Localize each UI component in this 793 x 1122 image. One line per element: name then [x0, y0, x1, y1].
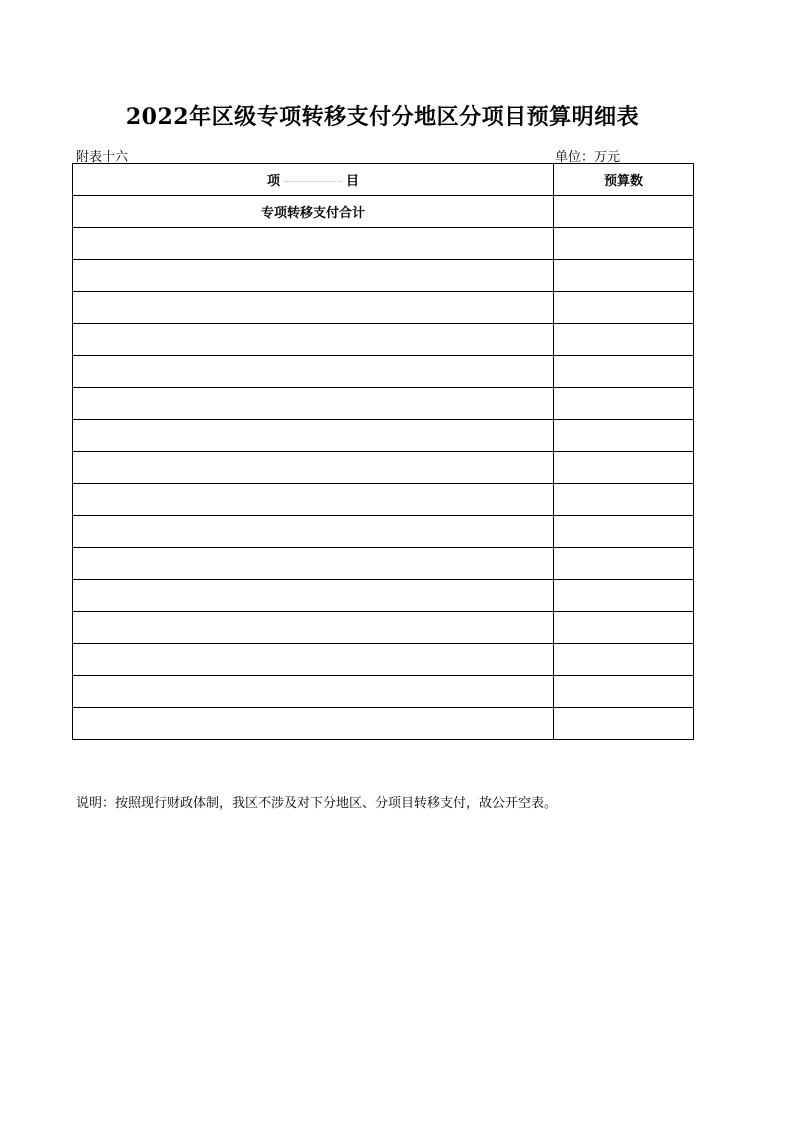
amount-cell [554, 228, 694, 260]
header-item-second: 目 [346, 174, 360, 189]
table-row [73, 580, 694, 612]
amount-cell [554, 548, 694, 580]
item-cell [73, 452, 554, 484]
item-cell [73, 580, 554, 612]
header-amount-cell: 预算数 [554, 164, 694, 196]
item-cell [73, 708, 554, 740]
table-row [73, 388, 694, 420]
item-cell [73, 516, 554, 548]
table-row [73, 516, 694, 548]
header-item-cell [73, 164, 554, 196]
item-cell [73, 228, 554, 260]
amount-cell [554, 324, 694, 356]
total-label-cell: 专项转移支付合计 [73, 196, 554, 228]
item-cell [73, 356, 554, 388]
item-cell [73, 676, 554, 708]
table-row [73, 324, 694, 356]
amount-cell [554, 388, 694, 420]
amount-cell [554, 420, 694, 452]
amount-cell [554, 516, 694, 548]
table-row [73, 644, 694, 676]
table-row [73, 260, 694, 292]
page-title: 2022年区级专项转移支付分地区分项目预算明细表 [125, 104, 640, 130]
item-cell [73, 292, 554, 324]
explanation-note: 说明：按照现行财政体制，我区不涉及对下分地区、分项目转移支付，故公开空表。 [76, 796, 558, 811]
table-row [73, 708, 694, 740]
amount-cell [554, 260, 694, 292]
amount-cell [554, 676, 694, 708]
table-row [73, 228, 694, 260]
amount-cell [554, 484, 694, 516]
item-cell [73, 324, 554, 356]
table-row [73, 676, 694, 708]
item-cell [73, 644, 554, 676]
table-row [73, 548, 694, 580]
amount-cell [554, 580, 694, 612]
amount-cell [554, 452, 694, 484]
item-cell [73, 548, 554, 580]
amount-cell [554, 292, 694, 324]
table-row [73, 356, 694, 388]
header-dotted-gap [284, 181, 342, 182]
amount-cell [554, 612, 694, 644]
table-header-row [73, 164, 694, 196]
total-amount-cell [554, 196, 694, 228]
amount-cell [554, 708, 694, 740]
item-cell [73, 388, 554, 420]
item-cell [73, 612, 554, 644]
table-row [73, 452, 694, 484]
table-row [73, 484, 694, 516]
header-item-first: 项 [266, 174, 280, 189]
budget-table [72, 163, 694, 740]
table-row [73, 612, 694, 644]
total-row [73, 196, 694, 228]
item-cell [73, 420, 554, 452]
budget-table-body [73, 164, 694, 740]
table-row [73, 292, 694, 324]
amount-cell [554, 356, 694, 388]
item-cell [73, 484, 554, 516]
attachment-label: 附表十六 [76, 150, 129, 165]
unit-label: 单位：万元 [555, 150, 621, 165]
item-cell [73, 260, 554, 292]
table-row [73, 420, 694, 452]
amount-cell [554, 644, 694, 676]
